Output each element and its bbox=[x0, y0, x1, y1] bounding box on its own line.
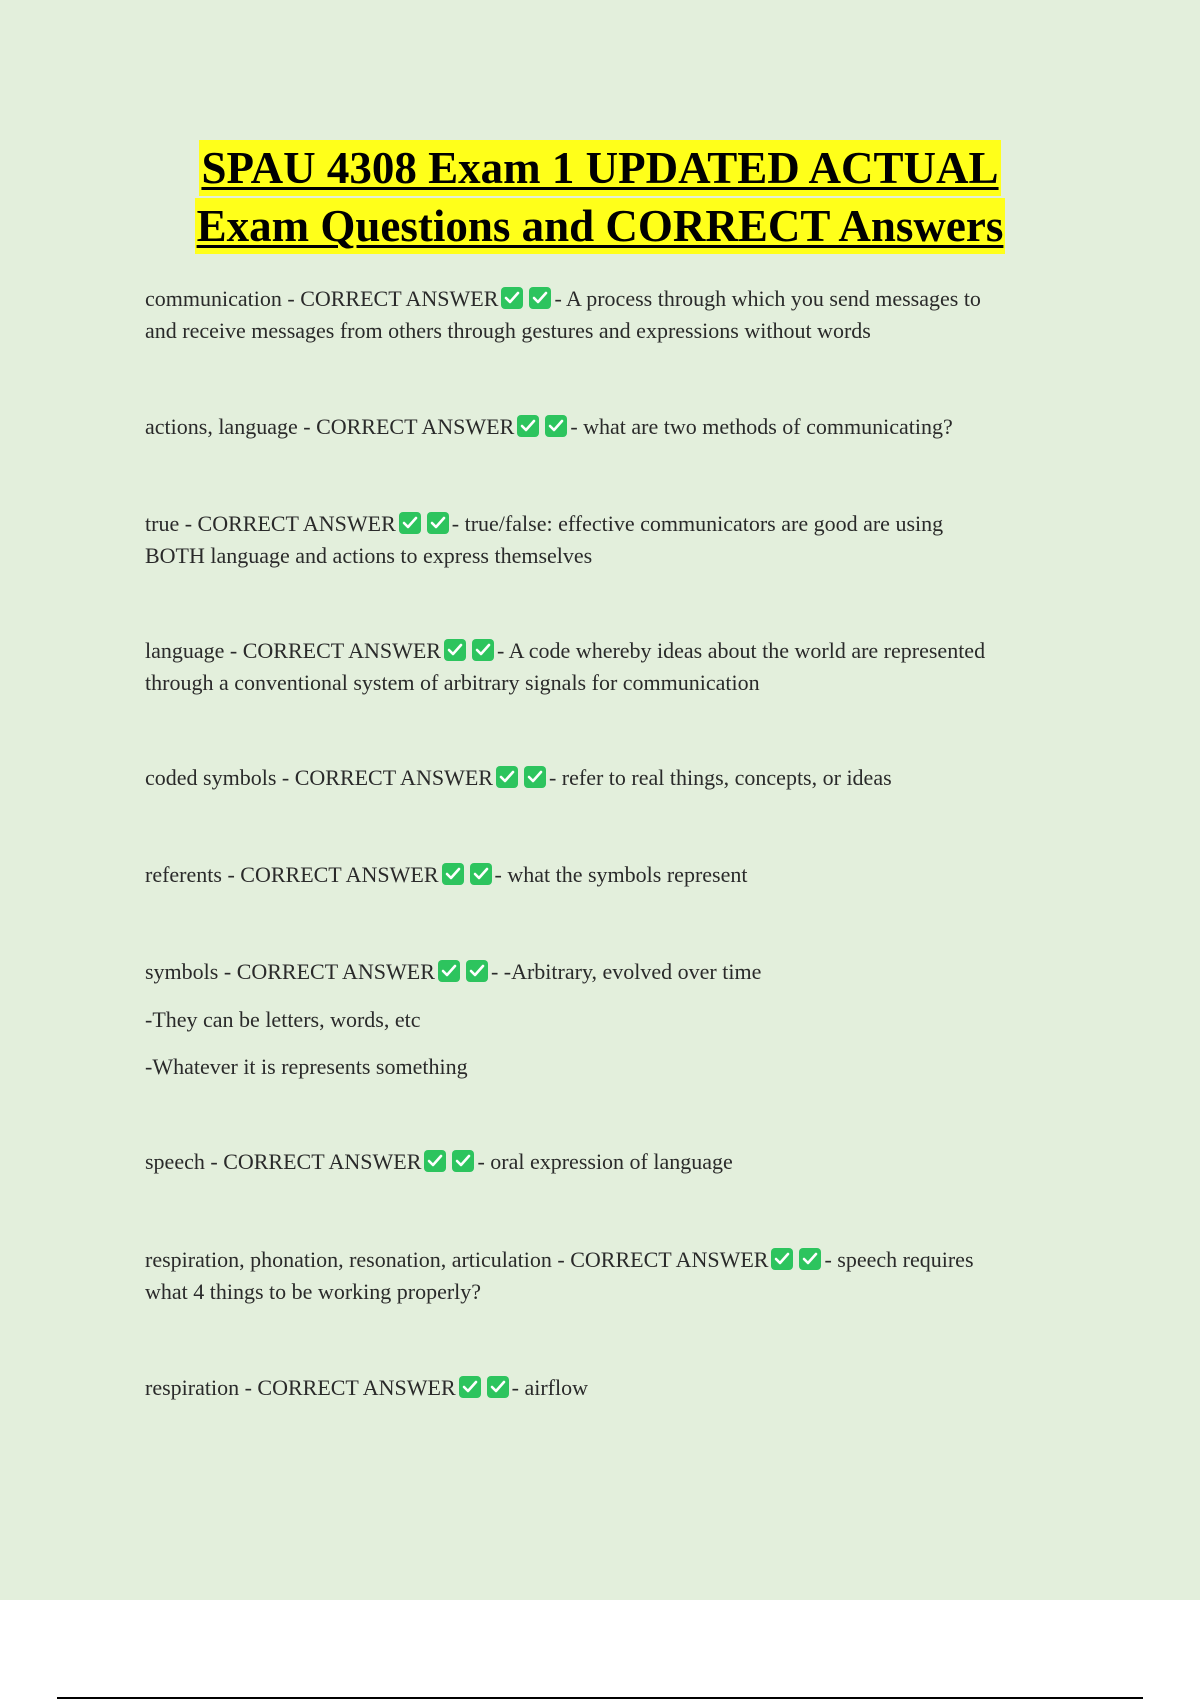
document-title bbox=[0, 138, 1200, 254]
qa-entry bbox=[145, 635, 1075, 699]
qa-term: communication - bbox=[145, 286, 301, 311]
correct-answer-label: CORRECT ANSWER bbox=[240, 862, 439, 887]
qa-entry bbox=[145, 1244, 1075, 1308]
qa-entry bbox=[145, 1146, 1075, 1178]
qa-definition: - A process through which you send messages to bbox=[554, 286, 981, 311]
qa-first-line bbox=[145, 411, 1075, 443]
check-box-icon bbox=[496, 766, 518, 788]
qa-first-line bbox=[145, 635, 1075, 667]
qa-entry bbox=[145, 283, 1075, 347]
correct-answer-label: CORRECT ANSWER bbox=[242, 638, 441, 663]
correct-answer-label: CORRECT ANSWER bbox=[257, 1375, 456, 1400]
qa-term: actions, language - bbox=[145, 414, 317, 439]
correct-answer-label: CORRECT ANSWER bbox=[570, 1247, 769, 1272]
correct-answer-label: CORRECT ANSWER bbox=[197, 511, 396, 536]
qa-term: respiration, phonation, resonation, articulation - bbox=[145, 1247, 571, 1272]
qa-term: respiration - bbox=[145, 1375, 258, 1400]
qa-first-line bbox=[145, 859, 1075, 891]
check-box-icon bbox=[487, 1376, 509, 1398]
check-box-icon bbox=[424, 1150, 446, 1172]
check-box-icon bbox=[399, 512, 421, 534]
check-box-icon bbox=[444, 639, 466, 661]
qa-definition-continued: what 4 things to be working properly? bbox=[145, 1279, 482, 1304]
qa-first-line bbox=[145, 508, 1075, 540]
check-box-icon bbox=[524, 766, 546, 788]
correct-answer-label: CORRECT ANSWER bbox=[300, 286, 499, 311]
qa-entry bbox=[145, 762, 1075, 794]
qa-extra-line: -Whatever it is represents something bbox=[145, 1054, 468, 1079]
qa-entry bbox=[145, 1372, 1075, 1404]
title-line-1: SPAU 4308 Exam 1 UPDATED ACTUAL bbox=[199, 140, 1000, 196]
correct-answer-label: CORRECT ANSWER bbox=[294, 765, 493, 790]
qa-first-line bbox=[145, 1146, 1075, 1178]
check-box-icon bbox=[529, 287, 551, 309]
qa-first-line bbox=[145, 762, 1075, 794]
check-box-icon bbox=[501, 287, 523, 309]
qa-definition: - what are two methods of communicating? bbox=[570, 414, 953, 439]
check-box-icon bbox=[459, 1376, 481, 1398]
qa-term: coded symbols - bbox=[145, 765, 295, 790]
qa-definition-continued: BOTH language and actions to express themselves bbox=[145, 543, 593, 568]
qa-extra-line: -They can be letters, words, etc bbox=[145, 1007, 421, 1032]
qa-first-line bbox=[145, 1244, 1075, 1276]
qa-entry bbox=[145, 411, 1075, 443]
correct-answer-label: CORRECT ANSWER bbox=[316, 414, 515, 439]
qa-first-line bbox=[145, 283, 1075, 315]
qa-term: symbols - bbox=[145, 959, 237, 984]
qa-definition: - airflow bbox=[511, 1375, 589, 1400]
qa-definition: - true/false: effective communicators are good are using bbox=[451, 511, 944, 536]
qa-entry bbox=[145, 859, 1075, 891]
qa-first-line bbox=[145, 1372, 1075, 1404]
qa-term: language - bbox=[145, 638, 243, 663]
correct-answer-label: CORRECT ANSWER bbox=[236, 959, 435, 984]
qa-entry bbox=[145, 956, 1075, 988]
check-box-icon bbox=[452, 1150, 474, 1172]
check-box-icon bbox=[472, 639, 494, 661]
qa-definition-continued: through a conventional system of arbitrary signals for communication bbox=[145, 670, 760, 695]
footer-divider bbox=[57, 1697, 1143, 1699]
check-box-icon bbox=[442, 863, 464, 885]
qa-definition: - what the symbols represent bbox=[494, 862, 748, 887]
check-box-icon bbox=[771, 1248, 793, 1270]
check-box-icon bbox=[470, 863, 492, 885]
qa-first-line bbox=[145, 956, 1075, 988]
qa-term: true - bbox=[145, 511, 198, 536]
check-box-icon bbox=[545, 415, 567, 437]
qa-definition: - A code whereby ideas about the world are represented bbox=[496, 638, 986, 663]
check-box-icon bbox=[427, 512, 449, 534]
title-line-2: Exam Questions and CORRECT Answers bbox=[195, 198, 1006, 254]
check-box-icon bbox=[799, 1248, 821, 1270]
qa-term: referents - bbox=[145, 862, 241, 887]
check-box-icon bbox=[517, 415, 539, 437]
qa-entry bbox=[145, 508, 1075, 572]
qa-definition: - oral expression of language bbox=[477, 1149, 733, 1174]
check-box-icon bbox=[438, 960, 460, 982]
correct-answer-label: CORRECT ANSWER bbox=[223, 1149, 422, 1174]
qa-term: speech - bbox=[145, 1149, 224, 1174]
check-box-icon bbox=[466, 960, 488, 982]
qa-definition: - refer to real things, concepts, or ideas bbox=[548, 765, 892, 790]
qa-definition: - -Arbitrary, evolved over time bbox=[490, 959, 762, 984]
qa-definition-continued: and receive messages from others through gestures and expressions without words bbox=[145, 318, 871, 343]
qa-definition: - speech requires bbox=[824, 1247, 974, 1272]
